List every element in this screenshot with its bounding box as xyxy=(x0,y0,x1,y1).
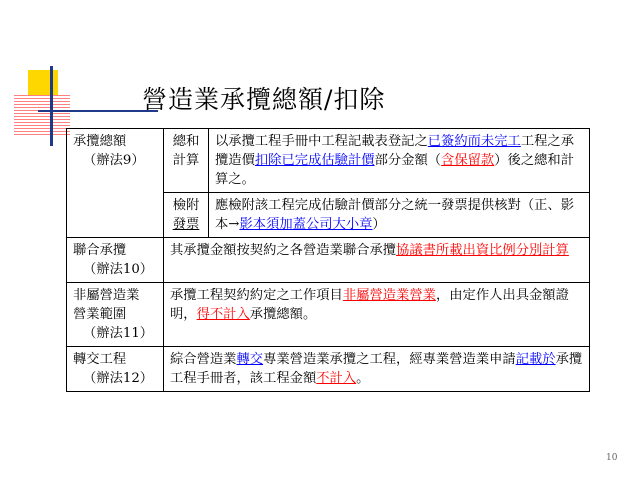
vertical-rule xyxy=(50,66,53,146)
category-label: 聯合承攬 xyxy=(73,243,127,258)
horizontal-rule xyxy=(38,110,158,112)
red-striped-square xyxy=(14,95,70,135)
table-row xyxy=(67,238,590,283)
rules-table xyxy=(66,128,590,392)
category-label: 轉交工程 xyxy=(73,352,127,367)
text-run: ，由定作人出具金額證明， xyxy=(170,288,569,322)
category-label: 營業範圍 xyxy=(73,307,127,322)
text-run: 承攬總額。 xyxy=(249,307,317,322)
subcategory-cell xyxy=(164,129,209,193)
article-ref: （辦法11） xyxy=(83,326,154,341)
category-label: 非屬營造業 xyxy=(73,288,140,303)
text-run: ） xyxy=(372,217,386,232)
description-cell xyxy=(209,129,590,193)
description-cell xyxy=(164,283,590,347)
text-run: 應檢附該工程完成估驗計價部分之統一發票提供核對（正、影本→ xyxy=(215,198,575,232)
highlight-text: 已簽約而未完工 xyxy=(427,134,521,149)
highlight-text: 非屬營造業營業 xyxy=(342,288,436,303)
category-label: 承攬總額 xyxy=(73,134,127,149)
highlight-text: 得不計入 xyxy=(196,307,250,322)
text-run: 其承攬金額按契約之各營造業聯合承攬 xyxy=(170,243,397,258)
article-ref: （辦法9） xyxy=(83,153,145,168)
highlight-text: 不計入 xyxy=(316,371,357,386)
page-number: 10 xyxy=(606,453,618,463)
text-run: 專業營造業承攬之工程，經專業營造業申請 xyxy=(263,352,516,367)
highlight-text: 記載於 xyxy=(515,352,556,367)
subcategory-label: 總和 xyxy=(172,134,200,149)
article-ref: （辦法10） xyxy=(83,262,154,277)
description-cell xyxy=(164,347,590,392)
description-cell xyxy=(209,193,590,238)
table-row xyxy=(67,347,590,392)
text-run: 部分金額（ xyxy=(374,153,442,168)
text-run: 。 xyxy=(356,371,370,386)
text-run: 工程之承攬造價 xyxy=(215,134,575,168)
highlight-text: 扣除已完成估驗計價 xyxy=(254,153,375,168)
text-run: 以承攬工程手冊中工程記載表登記之 xyxy=(215,134,428,149)
table-row xyxy=(67,283,590,347)
subcategory-cell xyxy=(164,193,209,238)
subcategory-label: 發票 xyxy=(172,217,200,232)
subcategory-label: 計算 xyxy=(172,153,200,168)
text-run: 承攬工程手冊者，該工程金額 xyxy=(170,352,583,386)
text-run: ）後之總和計算之。 xyxy=(215,153,575,187)
highlight-text: 含保留款 xyxy=(441,153,495,168)
table-row xyxy=(67,129,590,193)
text-run: 綜合營造業 xyxy=(170,352,237,367)
highlight-text: 協議書所載出資比例分別計算 xyxy=(396,243,569,258)
category-cell xyxy=(67,129,164,238)
text-run: 承攬工程契約約定之工作項目 xyxy=(170,288,343,303)
category-cell xyxy=(67,238,164,283)
highlight-text: 轉交 xyxy=(236,352,264,367)
category-cell xyxy=(67,347,164,392)
subcategory-label: 檢附 xyxy=(172,198,200,213)
slide-title: 營造業承攬總額/扣除 xyxy=(142,85,386,114)
article-ref: （辦法12） xyxy=(83,371,154,386)
description-cell xyxy=(164,238,590,283)
highlight-text: 影本須加蓋公司大小章 xyxy=(239,217,373,232)
category-cell xyxy=(67,283,164,347)
